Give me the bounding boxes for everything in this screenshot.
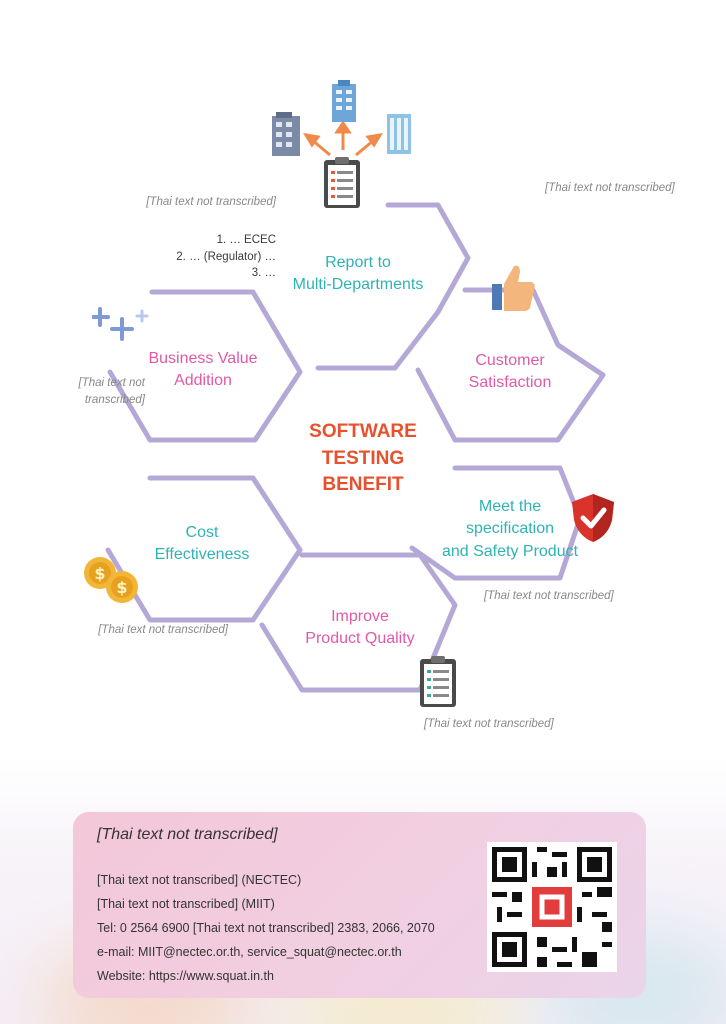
plus-icon [92,305,152,345]
latin-fragment: ECEC [244,234,276,246]
label-line: Product Quality [305,630,415,648]
contact-org: [Thai text not transcribed] (NECTEC) [97,873,302,887]
label-line: Addition [174,372,232,390]
arrow-group [306,123,380,155]
label-line: Satisfaction [468,374,552,392]
note-cost: [Thai text not transcribed] [98,624,228,636]
label-line: Improve [331,608,389,625]
note-business: [Thai text not transcribed] [78,377,145,406]
benefit-cost-label [138,522,266,567]
label-line: Report to [325,254,391,271]
note-customer: [Thai text not transcribed] [545,182,675,194]
note-report: [Thai text not transcribed] [146,196,276,208]
label-line: Business Value [148,350,258,367]
title-line: BENEFIT [322,474,404,496]
clipboard-icon [418,655,458,709]
coins-icon [80,555,142,605]
label-line: Effectiveness [154,546,250,564]
qr-code-icon[interactable] [487,842,617,972]
contact-email[interactable]: e-mail: MIIT@nectec.or.th, service_squat@nectec.or.th [97,945,402,959]
svg-text:$: $ [116,578,128,597]
label-line: specification [465,520,555,538]
benefit-specification-label [420,496,600,563]
contact-dept: [Thai text not transcribed] (MIIT) [97,897,275,911]
latin-fragment: (Regulator) [203,250,262,263]
list-prefix: 3. [251,267,262,280]
note-report-item: 1. … ECEC [216,234,276,246]
list-prefix: 1. [216,234,227,246]
note-report-list [50,232,276,282]
diagram-title [268,419,458,499]
label-line: and Safety Product [441,542,579,560]
benefit-customer-label [440,350,580,395]
label-line: Meet the [478,498,542,515]
svg-text:$: $ [94,564,106,583]
contact-title: [Thai text not transcribed] [97,826,278,843]
note-quality: [Thai text not transcribed] [424,718,554,730]
label-line: Multi-Departments [292,276,424,294]
contact-tel: Tel: 0 2564 6900 [Thai text not transcribed] 2383, 2066, 2070 [97,921,435,935]
contact-card [73,812,646,998]
note-report-item: 3. … [251,267,276,280]
arrow-up-head [337,123,349,132]
building-icon [330,80,358,124]
note-specification: [Thai text not transcribed] [484,590,614,602]
clipboard-icon [322,156,362,210]
list-prefix: 2. [176,250,186,263]
benefit-report-label [268,252,448,297]
note-report-item: 2. … (Regulator) … [176,250,276,263]
label-line: Cost [185,524,219,541]
contact-website[interactable]: Website: https://www.squat.in.th [97,969,274,983]
contact-details [97,868,435,988]
thumbs-up-icon [492,262,536,312]
title-line: SOFTWARE [309,421,417,442]
title-line: TESTING [321,447,405,469]
building-icon [386,112,412,156]
benefit-quality-label [282,606,438,651]
building-icon [270,110,304,158]
label-line: Customer [475,352,545,369]
benefit-business-label [128,348,278,393]
